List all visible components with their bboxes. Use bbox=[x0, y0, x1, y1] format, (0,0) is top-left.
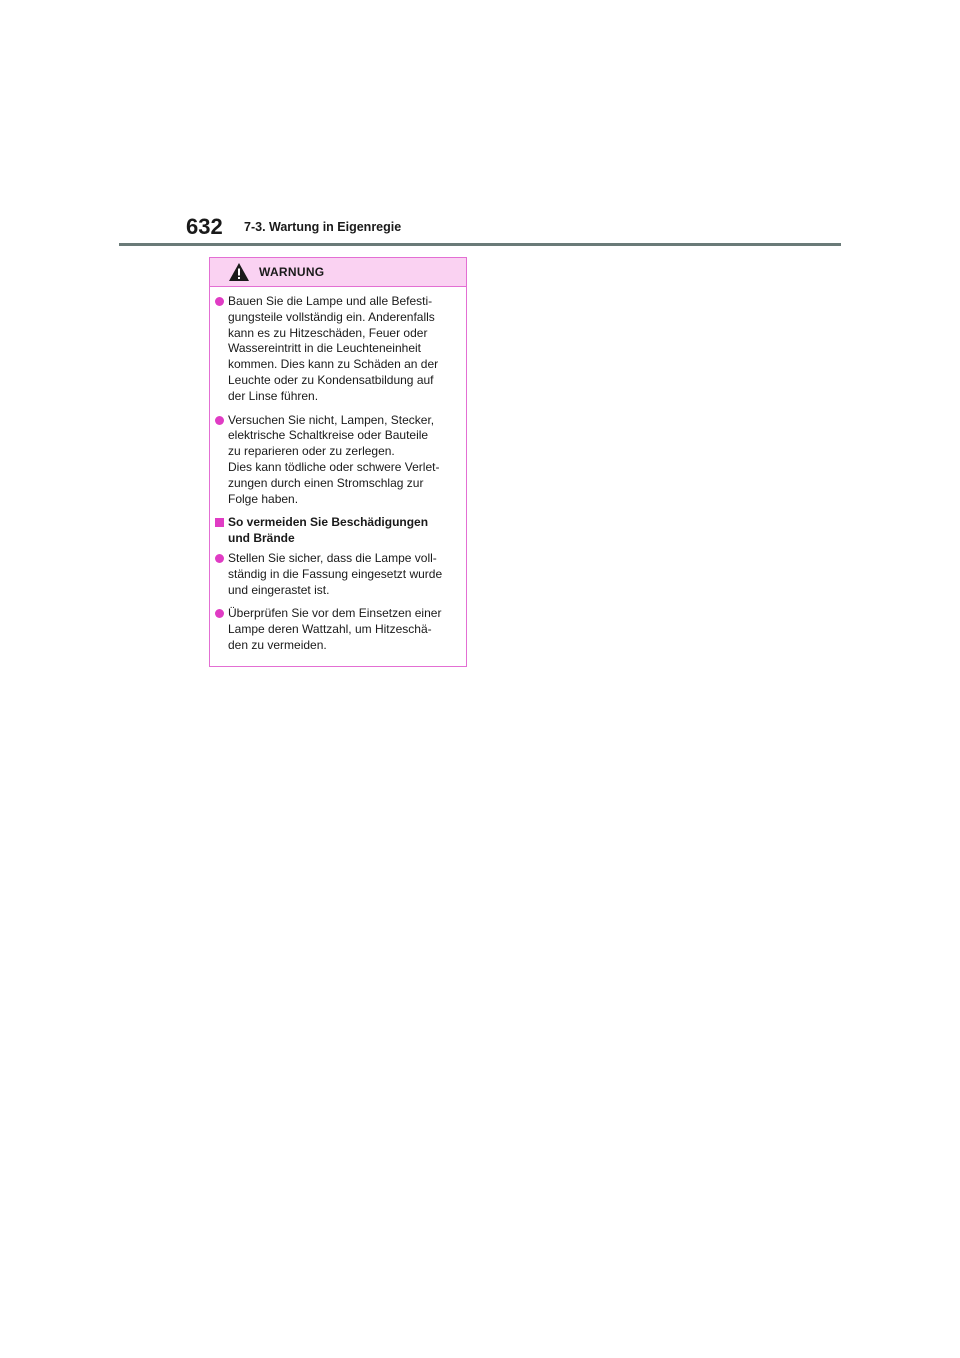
bullet-dot bbox=[215, 416, 224, 425]
bullet-dot bbox=[215, 297, 224, 306]
text-line: Wassereintritt in die Leuchteneinheit bbox=[228, 341, 421, 356]
warning-item bbox=[215, 413, 458, 508]
text-line: Bauen Sie die Lampe und alle Befesti- bbox=[228, 294, 433, 308]
text-line: zungen durch einen Stromschlag zur bbox=[228, 475, 424, 490]
text-line: und Brände bbox=[228, 531, 295, 546]
page-number: 632 bbox=[186, 214, 223, 239]
text-line: gungsteile vollständig ein. Anderenfalls bbox=[228, 309, 435, 324]
warning-body bbox=[210, 287, 466, 654]
text-line: Folge haben. bbox=[228, 491, 299, 506]
bullet-dot bbox=[215, 554, 224, 563]
section-title: 7-3. Wartung in Eigenregie bbox=[244, 220, 402, 234]
text-line: elektrische Schaltkreise oder Bauteile bbox=[228, 428, 429, 443]
text-line: Versuchen Sie nicht, Lampen, Stecker, bbox=[228, 412, 435, 427]
bullet-dot bbox=[215, 609, 224, 618]
text-line: und eingerastet ist. bbox=[228, 582, 330, 597]
text-line: Überprüfen Sie vor dem Einsetzen einer bbox=[228, 606, 442, 621]
warning-triangle-icon bbox=[228, 262, 250, 282]
warning-header bbox=[210, 258, 466, 287]
warning-box bbox=[209, 257, 467, 667]
text-line: ständig in die Fassung eingesetzt wurde bbox=[228, 566, 443, 581]
bullet-square bbox=[215, 518, 224, 527]
warning-item bbox=[215, 606, 458, 653]
warning-item bbox=[215, 294, 458, 405]
warning-title: WARNUNG bbox=[259, 265, 325, 279]
text-line: Lampe deren Wattzahl, um Hitzeschä- bbox=[228, 622, 432, 637]
text-line: der Linse führen. bbox=[228, 388, 319, 403]
text-line: Leuchte oder zu Kondensatbildung auf bbox=[228, 372, 434, 387]
warning-subheading bbox=[215, 515, 458, 547]
text-line: zu reparieren oder zu zerlegen. bbox=[228, 444, 395, 459]
text-line: Stellen Sie sicher, dass die Lampe voll- bbox=[228, 550, 437, 565]
header-rule bbox=[119, 243, 841, 246]
text-line: kommen. Dies kann zu Schäden an der bbox=[228, 357, 439, 372]
warning-item bbox=[215, 551, 458, 598]
text-line: So vermeiden Sie Beschädigungen bbox=[228, 515, 429, 530]
text-line: kann es zu Hitzeschäden, Feuer oder bbox=[228, 325, 428, 340]
text-line: den zu vermeiden. bbox=[228, 637, 327, 652]
text-line: Dies kann tödliche oder schwere Verlet- bbox=[228, 459, 440, 474]
